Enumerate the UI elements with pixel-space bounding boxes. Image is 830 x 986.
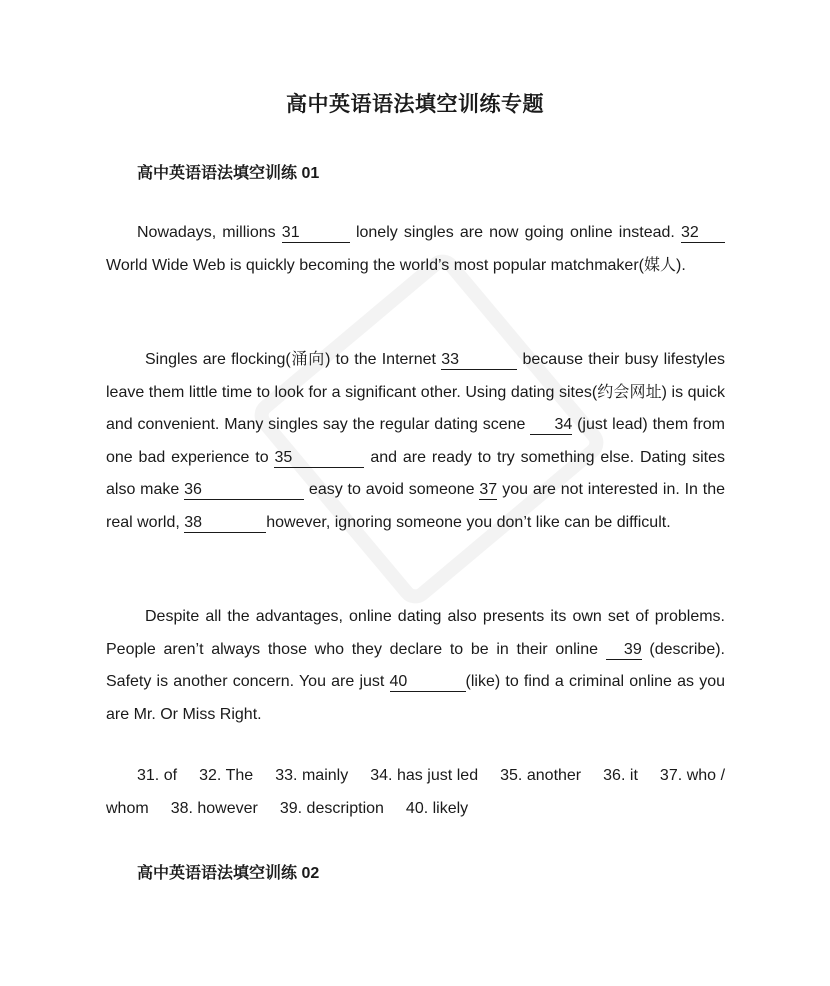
p1-text-3: World Wide Web is quickly becoming the world’s most popular matchmaker(媒人). bbox=[106, 256, 686, 274]
blank-37: 37 bbox=[479, 481, 498, 498]
blank-38: 38 bbox=[184, 514, 266, 533]
blank-39: 39 bbox=[606, 641, 642, 660]
p3-text-1: Despite all the advantages, online dating also presents its own set of problems. People aren’t always those who they declare to be in their online bbox=[106, 608, 725, 658]
p2-text-4: and are ready to try something else. Dating sites also make bbox=[106, 448, 726, 498]
p1-text-1: Nowadays, millions bbox=[137, 224, 282, 241]
paragraph-3 bbox=[106, 601, 725, 731]
p3-text-3: (like) to find a criminal online as you are Mr. Or Miss Right. bbox=[106, 673, 725, 723]
p2-text-3: (just lead) them from one bad experience to bbox=[106, 416, 726, 466]
answer-item: 32. The bbox=[199, 767, 254, 784]
p2-text-5: easy to avoid someone bbox=[304, 481, 480, 498]
section-heading-01: 高中英语语法填空训练 01 bbox=[137, 165, 320, 182]
answer-item: 31. of bbox=[137, 767, 178, 784]
p2-text-6: you are not interested in. In the real world, bbox=[106, 481, 726, 531]
blank-35: 35 bbox=[274, 449, 364, 468]
answer-item: 39. description bbox=[279, 799, 384, 817]
p3-text-2: (describe). Safety is another concern. You are just bbox=[106, 640, 725, 690]
paragraph-2 bbox=[106, 344, 725, 539]
answer-item: 40. likely bbox=[405, 799, 469, 817]
paragraph-1 bbox=[106, 217, 725, 282]
answer-item: 35. another bbox=[500, 767, 582, 784]
answer-item: 36. it bbox=[603, 767, 638, 784]
blank-32: 32 bbox=[681, 224, 725, 243]
p2-text-1: Singles are flocking(涌向) to the Internet bbox=[145, 351, 442, 368]
answer-key bbox=[106, 760, 725, 825]
answer-item: 37. who / whom bbox=[106, 767, 726, 817]
page-title: 高中英语语法填空训练专题 bbox=[286, 93, 544, 116]
blank-36: 36 bbox=[184, 481, 304, 500]
answer-item: 33. mainly bbox=[275, 767, 349, 784]
blank-34: 34 bbox=[530, 416, 572, 435]
blank-33: 33 bbox=[441, 351, 517, 370]
answer-item: 38. however bbox=[170, 799, 258, 817]
blank-31: 31 bbox=[282, 224, 350, 243]
section-heading-02: 高中英语语法填空训练 02 bbox=[137, 865, 320, 882]
blank-40: 40 bbox=[390, 673, 466, 692]
p2-text-7: however, ignoring someone you don’t like can be difficult. bbox=[266, 513, 671, 531]
answer-item: 34. has just led bbox=[370, 767, 479, 784]
p1-text-2: lonely singles are now going online instead. bbox=[349, 224, 681, 241]
p2-text-2: because their busy lifestyles leave them little time to look for a significant other. Using dating sites(约会网址) is quick and convenient. Many singles say the regular dating scene bbox=[106, 351, 726, 433]
